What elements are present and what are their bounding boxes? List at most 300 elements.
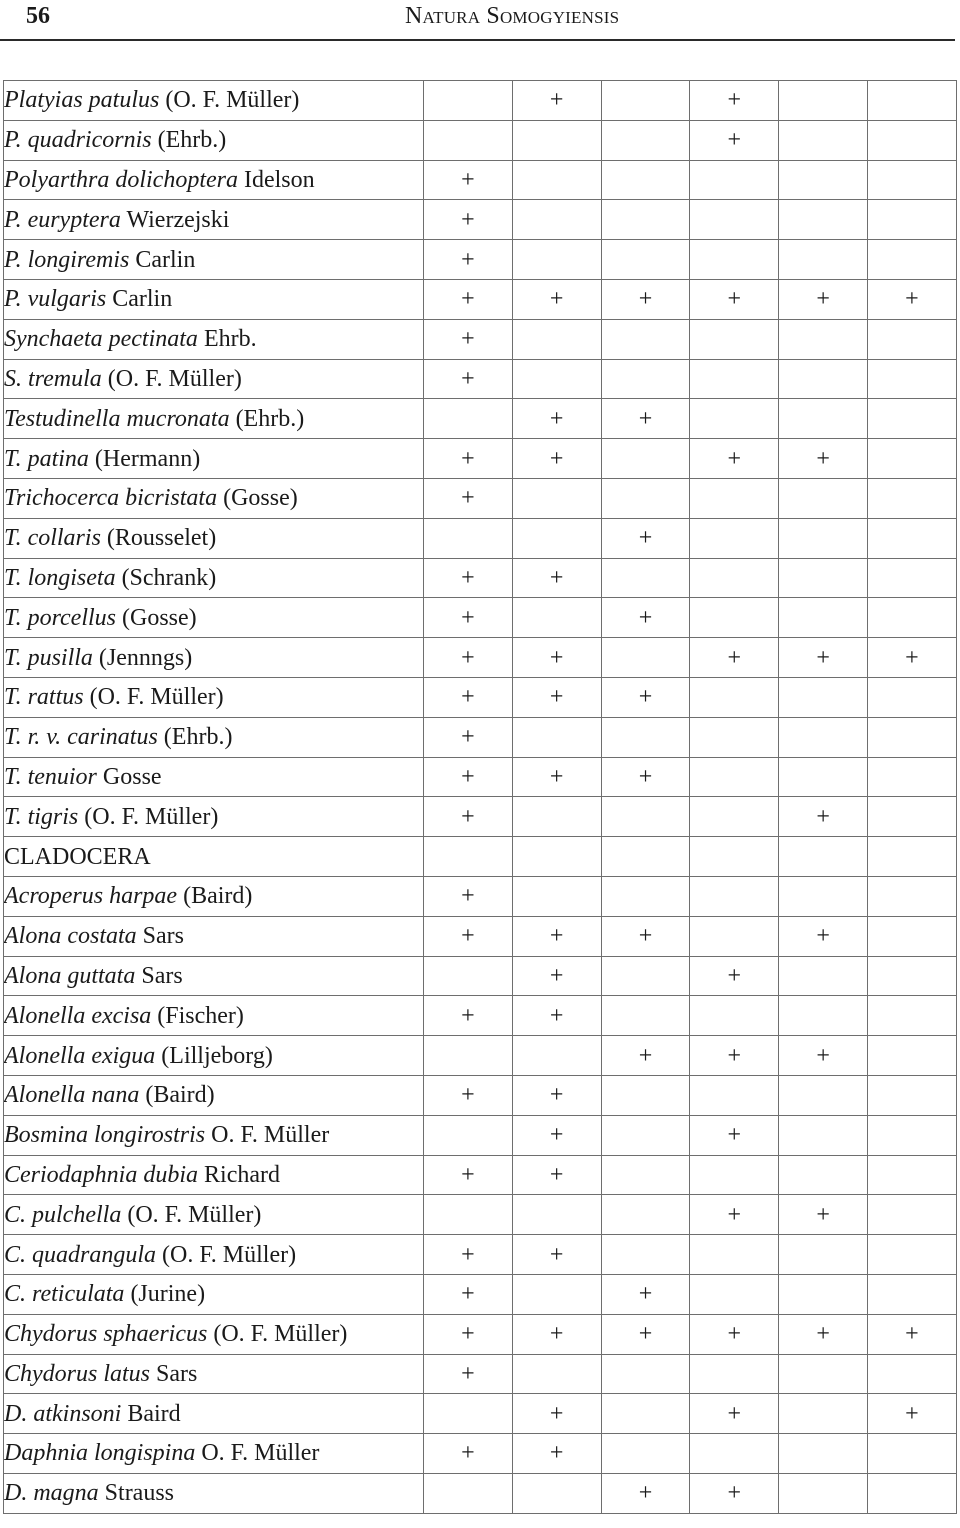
- occurrence-cell-5: [779, 876, 868, 916]
- occurrence-cell-2: [512, 1155, 601, 1195]
- occurrence-cell-4: [690, 1036, 779, 1076]
- presence-mark: +: [638, 405, 653, 432]
- occurrence-cell-3: [601, 1075, 690, 1115]
- occurrence-cell-3: [601, 1314, 690, 1354]
- occurrence-cell-2: [512, 1115, 601, 1155]
- occurrence-cell-2: [512, 1235, 601, 1275]
- presence-mark: +: [816, 1042, 830, 1069]
- presence-mark: +: [549, 1002, 564, 1029]
- occurrence-cell-1: [424, 1314, 513, 1354]
- journal-title: Natura Somogyiensis: [405, 3, 620, 29]
- species-name-cell: [4, 160, 424, 200]
- species-name: P. quadricornis: [4, 127, 152, 154]
- occurrence-cell-6: [867, 120, 956, 160]
- species-name-cell: [4, 1075, 424, 1115]
- occurrence-cell-6: [867, 1314, 956, 1354]
- occurrence-cell-5: [779, 558, 868, 598]
- occurrence-cell-3: [601, 558, 690, 598]
- occurrence-cell-6: [867, 1354, 956, 1394]
- occurrence-cell-3: [601, 638, 690, 678]
- presence-mark: +: [638, 923, 653, 950]
- occurrence-cell-1: [424, 598, 513, 638]
- occurrence-cell-5: [779, 1473, 868, 1513]
- species-author: O. F. Müller: [205, 1122, 330, 1149]
- occurrence-cell-2: [512, 1314, 601, 1354]
- occurrence-cell-1: [424, 1155, 513, 1195]
- occurrence-cell-4: [690, 717, 779, 757]
- occurrence-cell-4: [690, 1115, 779, 1155]
- occurrence-cell-2: [512, 996, 601, 1036]
- presence-mark: +: [461, 1360, 475, 1387]
- occurrence-cell-1: [424, 1235, 513, 1275]
- occurrence-cell-6: [867, 240, 956, 280]
- species-name-cell: [4, 797, 424, 837]
- table-row: [4, 1274, 957, 1314]
- table-row: [4, 359, 957, 399]
- occurrence-cell-5: [779, 1155, 868, 1195]
- species-name-cell: [4, 1036, 424, 1076]
- species-name: Daphnia longispina: [4, 1440, 196, 1467]
- table-row: [4, 1314, 957, 1354]
- occurrence-cell-2: [512, 638, 601, 678]
- occurrence-cell-3: [601, 956, 690, 996]
- occurrence-cell-1: [424, 677, 513, 717]
- species-name: T. collaris: [4, 525, 101, 552]
- presence-mark: +: [549, 1122, 564, 1149]
- occurrence-cell-1: [424, 1195, 513, 1235]
- presence-mark: +: [816, 923, 830, 950]
- occurrence-cell-4: [690, 1155, 779, 1195]
- occurrence-cell-3: [601, 1354, 690, 1394]
- occurrence-cell-5: [779, 717, 868, 757]
- occurrence-cell-4: [690, 1195, 779, 1235]
- species-name-cell: [4, 1274, 424, 1314]
- table-row: [4, 956, 957, 996]
- table-row: [4, 478, 957, 518]
- page-number: 56: [26, 3, 50, 29]
- occurrence-cell-1: [424, 996, 513, 1036]
- species-name-cell: [4, 478, 424, 518]
- occurrence-cell-3: [601, 439, 690, 479]
- species-name-cell: [4, 1394, 424, 1434]
- table-row: [4, 916, 957, 956]
- table-row: [4, 279, 957, 319]
- occurrence-cell-3: [601, 598, 690, 638]
- table-row: [4, 1115, 957, 1155]
- occurrence-cell-1: [424, 120, 513, 160]
- occurrence-cell-4: [690, 478, 779, 518]
- occurrence-cell-3: [601, 1274, 690, 1314]
- species-author: (O. F. Müller): [207, 1321, 348, 1348]
- occurrence-cell-1: [424, 1354, 513, 1394]
- page-header: [0, 0, 960, 40]
- species-name-cell: [4, 638, 424, 678]
- occurrence-cell-5: [779, 1274, 868, 1314]
- species-name: C. pulchella: [4, 1201, 122, 1228]
- occurrence-cell-1: [424, 797, 513, 837]
- species-occurrence-table: [3, 80, 957, 1514]
- presence-mark: +: [549, 405, 564, 432]
- species-name-cell: [4, 996, 424, 1036]
- presence-mark: +: [727, 644, 742, 671]
- occurrence-cell-6: [867, 439, 956, 479]
- occurrence-cell-4: [690, 81, 779, 121]
- presence-mark: +: [549, 564, 564, 591]
- presence-mark: +: [461, 246, 475, 273]
- table-body: [4, 81, 957, 1514]
- table-row: [4, 1036, 957, 1076]
- occurrence-cell-5: [779, 677, 868, 717]
- species-name-cell: [4, 240, 424, 280]
- species-name: T. rattus: [4, 684, 84, 711]
- occurrence-cell-6: [867, 359, 956, 399]
- species-author: (O. F. Müller): [156, 1241, 297, 1268]
- occurrence-cell-2: [512, 120, 601, 160]
- occurrence-cell-5: [779, 837, 868, 877]
- presence-mark: +: [727, 962, 742, 989]
- occurrence-cell-1: [424, 478, 513, 518]
- presence-mark: +: [461, 1241, 475, 1268]
- species-name: T. pusilla: [4, 644, 93, 671]
- presence-mark: +: [549, 644, 564, 671]
- occurrence-cell-4: [690, 439, 779, 479]
- presence-mark: +: [461, 803, 475, 830]
- presence-mark: +: [816, 1321, 830, 1348]
- occurrence-cell-4: [690, 518, 779, 558]
- occurrence-cell-4: [690, 279, 779, 319]
- occurrence-cell-3: [601, 1235, 690, 1275]
- occurrence-cell-5: [779, 996, 868, 1036]
- occurrence-cell-6: [867, 598, 956, 638]
- occurrence-cell-2: [512, 956, 601, 996]
- species-author: (Gosse): [116, 604, 197, 631]
- species-name: T. longiseta: [4, 564, 116, 591]
- species-name: Chydorus latus: [4, 1360, 151, 1387]
- species-name: T. tenuior: [4, 763, 97, 790]
- table-row: [4, 240, 957, 280]
- occurrence-cell-3: [601, 996, 690, 1036]
- occurrence-cell-3: [601, 160, 690, 200]
- occurrence-cell-1: [424, 638, 513, 678]
- presence-mark: +: [461, 1161, 475, 1188]
- species-name-cell: [4, 677, 424, 717]
- table-row: [4, 81, 957, 121]
- species-name-cell: [4, 1434, 424, 1474]
- species-name: Polyarthra dolichoptera: [4, 166, 238, 193]
- occurrence-cell-4: [690, 1354, 779, 1394]
- presence-mark: +: [461, 1281, 475, 1308]
- occurrence-cell-1: [424, 81, 513, 121]
- occurrence-cell-6: [867, 916, 956, 956]
- presence-mark: +: [461, 684, 475, 711]
- presence-mark: +: [461, 923, 475, 950]
- occurrence-cell-3: [601, 518, 690, 558]
- occurrence-cell-5: [779, 1075, 868, 1115]
- occurrence-cell-4: [690, 598, 779, 638]
- occurrence-cell-1: [424, 399, 513, 439]
- species-name: S. tremula: [4, 365, 102, 392]
- table-row: [4, 876, 957, 916]
- presence-mark: +: [727, 127, 742, 154]
- occurrence-cell-5: [779, 797, 868, 837]
- occurrence-cell-5: [779, 1354, 868, 1394]
- occurrence-cell-3: [601, 916, 690, 956]
- table-row: [4, 797, 957, 837]
- species-name: Platyias patulus: [4, 87, 160, 114]
- table-row: [4, 200, 957, 240]
- presence-mark: +: [461, 286, 475, 313]
- presence-mark: +: [549, 286, 564, 313]
- species-name-cell: [4, 439, 424, 479]
- occurrence-cell-1: [424, 1394, 513, 1434]
- occurrence-cell-3: [601, 717, 690, 757]
- occurrence-cell-6: [867, 876, 956, 916]
- occurrence-cell-3: [601, 1115, 690, 1155]
- presence-mark: +: [461, 1002, 475, 1029]
- occurrence-cell-1: [424, 837, 513, 877]
- species-name: Alonella exigua: [4, 1042, 156, 1069]
- species-name-cell: [4, 1235, 424, 1275]
- table-row: [4, 1354, 957, 1394]
- occurrence-cell-5: [779, 1115, 868, 1155]
- presence-mark: +: [638, 525, 653, 552]
- occurrence-cell-3: [601, 359, 690, 399]
- occurrence-cell-1: [424, 518, 513, 558]
- species-name: P. longiremis: [4, 246, 130, 273]
- species-name: Ceriodaphnia dubia: [4, 1161, 199, 1188]
- presence-mark: +: [461, 485, 475, 512]
- presence-mark: +: [905, 1400, 919, 1427]
- occurrence-cell-5: [779, 1314, 868, 1354]
- occurrence-cell-4: [690, 319, 779, 359]
- occurrence-cell-1: [424, 319, 513, 359]
- occurrence-cell-5: [779, 757, 868, 797]
- occurrence-cell-3: [601, 81, 690, 121]
- presence-mark: +: [638, 1321, 653, 1348]
- presence-mark: +: [461, 326, 475, 353]
- occurrence-cell-2: [512, 279, 601, 319]
- species-name-cell: [4, 1473, 424, 1513]
- species-name: Alona guttata: [4, 962, 136, 989]
- presence-mark: +: [461, 644, 475, 671]
- occurrence-cell-4: [690, 876, 779, 916]
- occurrence-cell-6: [867, 1473, 956, 1513]
- species-name: T. porcellus: [4, 604, 116, 631]
- species-author: (O. F. Müller): [121, 1201, 262, 1228]
- occurrence-cell-1: [424, 1075, 513, 1115]
- species-author: Baird: [121, 1400, 181, 1427]
- occurrence-cell-6: [867, 1235, 956, 1275]
- species-author: (Ehrb.): [229, 405, 305, 432]
- occurrence-cell-6: [867, 677, 956, 717]
- species-author: (Jennngs): [92, 644, 193, 671]
- species-author: (Ehrb.): [157, 724, 233, 751]
- species-name-cell: [4, 876, 424, 916]
- group-heading: CLADOCERA: [4, 843, 151, 870]
- species-name-cell: [4, 1155, 424, 1195]
- species-name-cell: [4, 399, 424, 439]
- presence-mark: +: [549, 684, 564, 711]
- table-row: [4, 558, 957, 598]
- presence-mark: +: [727, 286, 742, 313]
- species-author: Gosse: [96, 763, 162, 790]
- occurrence-cell-4: [690, 797, 779, 837]
- table-row: [4, 598, 957, 638]
- species-name: T. r. v. carinatus: [4, 724, 158, 751]
- presence-mark: +: [549, 763, 564, 790]
- species-name: Alona costata: [4, 923, 137, 950]
- species-name-cell: [4, 717, 424, 757]
- occurrence-cell-3: [601, 677, 690, 717]
- occurrence-cell-1: [424, 240, 513, 280]
- occurrence-cell-1: [424, 876, 513, 916]
- table-row: [4, 319, 957, 359]
- species-author: (O. F. Müller): [159, 87, 300, 114]
- species-author: Ehrb.: [197, 326, 257, 353]
- species-name-cell: [4, 558, 424, 598]
- table-row: [4, 1195, 957, 1235]
- occurrence-cell-3: [601, 797, 690, 837]
- occurrence-cell-2: [512, 1075, 601, 1115]
- occurrence-cell-6: [867, 757, 956, 797]
- occurrence-cell-3: [601, 399, 690, 439]
- presence-mark: +: [816, 644, 830, 671]
- occurrence-cell-5: [779, 160, 868, 200]
- occurrence-cell-2: [512, 1434, 601, 1474]
- species-author: Carlin: [129, 246, 196, 273]
- presence-mark: +: [549, 1400, 564, 1427]
- presence-mark: +: [905, 286, 919, 313]
- occurrence-cell-4: [690, 638, 779, 678]
- occurrence-cell-6: [867, 81, 956, 121]
- occurrence-cell-2: [512, 717, 601, 757]
- table-row: [4, 1434, 957, 1474]
- occurrence-cell-6: [867, 279, 956, 319]
- occurrence-cell-4: [690, 837, 779, 877]
- occurrence-cell-4: [690, 1434, 779, 1474]
- presence-mark: +: [816, 445, 830, 472]
- occurrence-cell-6: [867, 1036, 956, 1076]
- species-author: (O. F. Müller): [78, 803, 219, 830]
- table-row: [4, 399, 957, 439]
- species-name-cell: [4, 1115, 424, 1155]
- table-row: [4, 1235, 957, 1275]
- occurrence-cell-4: [690, 757, 779, 797]
- occurrence-cell-1: [424, 916, 513, 956]
- occurrence-cell-6: [867, 638, 956, 678]
- occurrence-cell-2: [512, 1394, 601, 1434]
- occurrence-cell-3: [601, 1036, 690, 1076]
- presence-mark: +: [461, 1321, 475, 1348]
- table-row: [4, 837, 957, 877]
- species-name-cell: [4, 319, 424, 359]
- occurrence-cell-3: [601, 1195, 690, 1235]
- occurrence-cell-2: [512, 160, 601, 200]
- presence-mark: +: [549, 1082, 564, 1109]
- table-row: [4, 996, 957, 1036]
- presence-mark: +: [461, 763, 475, 790]
- occurrence-cell-5: [779, 638, 868, 678]
- species-name: Trichocerca bicristata: [4, 485, 218, 512]
- occurrence-cell-5: [779, 1434, 868, 1474]
- presence-mark: +: [727, 1042, 742, 1069]
- occurrence-cell-2: [512, 797, 601, 837]
- occurrence-cell-5: [779, 81, 868, 121]
- presence-mark: +: [727, 1480, 742, 1507]
- occurrence-cell-1: [424, 1274, 513, 1314]
- occurrence-cell-6: [867, 518, 956, 558]
- occurrence-cell-3: [601, 478, 690, 518]
- occurrence-cell-6: [867, 1195, 956, 1235]
- occurrence-cell-6: [867, 399, 956, 439]
- header-rule: [0, 39, 955, 41]
- species-author: (Baird): [139, 1082, 215, 1109]
- occurrence-cell-3: [601, 876, 690, 916]
- presence-mark: +: [461, 883, 475, 910]
- presence-mark: +: [816, 286, 830, 313]
- occurrence-cell-6: [867, 160, 956, 200]
- species-name-cell: [4, 837, 424, 877]
- presence-mark: +: [461, 365, 475, 392]
- occurrence-cell-2: [512, 240, 601, 280]
- occurrence-cell-1: [424, 279, 513, 319]
- occurrence-cell-3: [601, 1155, 690, 1195]
- species-name: Synchaeta pectinata: [4, 326, 198, 353]
- occurrence-cell-2: [512, 81, 601, 121]
- presence-mark: +: [461, 1082, 475, 1109]
- occurrence-cell-4: [690, 1314, 779, 1354]
- occurrence-cell-3: [601, 1394, 690, 1434]
- presence-mark: +: [549, 923, 564, 950]
- occurrence-cell-4: [690, 956, 779, 996]
- presence-mark: +: [816, 803, 830, 830]
- occurrence-cell-4: [690, 1394, 779, 1434]
- occurrence-cell-3: [601, 1473, 690, 1513]
- species-name-cell: [4, 120, 424, 160]
- occurrence-cell-5: [779, 319, 868, 359]
- species-name-cell: [4, 1195, 424, 1235]
- species-name-cell: [4, 757, 424, 797]
- occurrence-cell-6: [867, 1155, 956, 1195]
- presence-mark: +: [461, 564, 475, 591]
- occurrence-cell-2: [512, 359, 601, 399]
- presence-mark: +: [638, 1281, 653, 1308]
- species-author: Strauss: [98, 1480, 175, 1507]
- species-name: C. quadrangula: [4, 1241, 157, 1268]
- occurrence-cell-3: [601, 319, 690, 359]
- presence-mark: +: [638, 286, 653, 313]
- occurrence-cell-6: [867, 996, 956, 1036]
- occurrence-cell-6: [867, 797, 956, 837]
- occurrence-cell-2: [512, 1354, 601, 1394]
- occurrence-cell-3: [601, 279, 690, 319]
- occurrence-cell-1: [424, 160, 513, 200]
- presence-mark: +: [905, 1321, 919, 1348]
- occurrence-cell-6: [867, 956, 956, 996]
- occurrence-cell-2: [512, 876, 601, 916]
- occurrence-cell-1: [424, 757, 513, 797]
- presence-mark: +: [816, 1201, 830, 1228]
- species-name: Alonella excisa: [4, 1002, 152, 1029]
- species-name: D. magna: [4, 1480, 99, 1507]
- species-name-cell: [4, 200, 424, 240]
- table-row: [4, 518, 957, 558]
- table-row: [4, 1394, 957, 1434]
- species-author: (Baird): [177, 883, 253, 910]
- occurrence-cell-4: [690, 120, 779, 160]
- occurrence-cell-6: [867, 837, 956, 877]
- species-author: Wierzejski: [120, 206, 230, 233]
